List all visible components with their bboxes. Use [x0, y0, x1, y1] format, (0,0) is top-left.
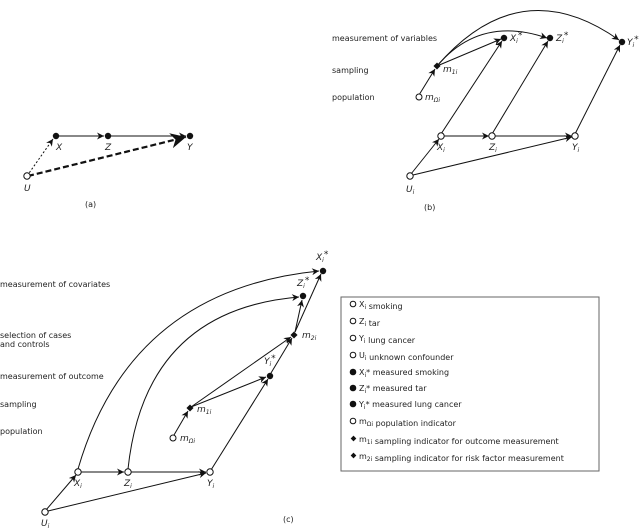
legend-item — [351, 435, 559, 446]
label-u: U — [24, 184, 31, 194]
node-u — [42, 509, 48, 515]
caption-a: (a) — [85, 200, 97, 209]
label-ys: $Y_i*$ — [627, 35, 639, 49]
node-zs — [300, 293, 306, 299]
label-u: $U_i$ — [406, 185, 415, 196]
legend-label: $X_i$ smoking — [359, 300, 403, 311]
legend — [341, 297, 599, 471]
node-z — [105, 133, 111, 139]
level-sampling: sampling — [332, 66, 369, 75]
filled-circle-icon — [350, 401, 356, 407]
level-outcome: measurement of outcome — [0, 372, 104, 381]
node-zs — [547, 35, 553, 41]
label-u: $U_i$ — [41, 519, 50, 530]
legend-label: $Y_i$ lung cancer — [359, 334, 416, 345]
edge-m0-m1 — [174, 411, 188, 435]
label-x: X — [56, 143, 63, 153]
legend-label: $X_i*$ measured smoking — [359, 368, 450, 379]
label-x: $X_i$ — [74, 479, 82, 490]
node-x — [53, 133, 59, 139]
node-x — [438, 133, 444, 139]
label-zs: $Z_i*$ — [297, 276, 310, 290]
legend-label: $Z_i$ tar — [359, 317, 381, 328]
node-y — [572, 133, 578, 139]
edge-u-x — [46, 475, 76, 510]
legend-label: $U_i$ unknown confounder — [359, 351, 454, 362]
edge-u-x — [411, 139, 439, 174]
node-x — [75, 469, 81, 475]
edge-m2-zs — [295, 300, 302, 332]
label-z: $Z_i$ — [489, 143, 497, 154]
node-z — [125, 469, 131, 475]
label-m1: $m_{1i}$ — [443, 65, 458, 76]
label-z: Z — [105, 143, 112, 153]
level-population: population — [332, 93, 375, 102]
label-m0: $m_{\Omega i}$ — [425, 93, 441, 104]
label-xs: $X_i*$ — [510, 31, 523, 45]
node-y — [207, 469, 213, 475]
panel-c — [0, 250, 329, 530]
panel-b — [332, 10, 639, 212]
node-xs — [320, 268, 326, 274]
node-ys — [619, 39, 625, 45]
open-circle-icon — [350, 352, 356, 358]
edge-m1-ys — [191, 377, 266, 407]
open-circle-icon — [350, 418, 356, 424]
node-u — [407, 173, 413, 179]
edge-z-zs — [492, 41, 548, 134]
edge-m1-ys — [437, 10, 619, 66]
legend-label: $m_{\Omega i}$ population indicator — [359, 417, 456, 428]
level-covariates: measurement of covariates — [0, 280, 111, 289]
node-y — [187, 133, 193, 139]
filled-circle-icon — [350, 369, 356, 375]
edge-y-ys — [575, 45, 620, 134]
open-circle-icon — [350, 301, 356, 307]
caption-c: (c) — [283, 515, 294, 524]
node-m0 — [416, 94, 422, 100]
legend-label: $m_{2i}$ sampling indicator for risk factor measurement — [359, 452, 564, 463]
level-population: population — [0, 427, 43, 436]
level-sampling: sampling — [0, 400, 37, 409]
label-y: $Y_i$ — [207, 479, 215, 490]
node-u — [24, 173, 30, 179]
node-m0 — [170, 435, 176, 441]
edge-x-xs — [441, 41, 502, 134]
level-measurement: measurement of variables — [332, 34, 438, 43]
edge-m1-xs — [437, 39, 501, 66]
legend-item — [350, 417, 456, 428]
label-xs: $X_i*$ — [316, 250, 329, 264]
legend-label: $Z_i*$ measured tar — [359, 384, 427, 395]
node-xs — [501, 35, 507, 41]
label-z: $Z_i$ — [124, 479, 132, 490]
node-z — [489, 133, 495, 139]
edge-m0-m1 — [419, 69, 435, 95]
filled-circle-icon — [350, 385, 356, 391]
level-selection: selection of cases — [0, 331, 72, 340]
legend-item — [350, 351, 454, 362]
label-ys: $Y_i*$ — [264, 354, 276, 368]
edge-m1-m2 — [191, 337, 291, 407]
label-y: $Y_i$ — [572, 143, 580, 154]
label-zs: $Z_i*$ — [556, 31, 569, 45]
label-m0: $m_{\Omega i}$ — [180, 434, 196, 445]
panel-a — [24, 133, 194, 209]
label-x: $X_i$ — [437, 143, 445, 154]
edge-x-xs — [78, 271, 319, 469]
caption-b: (b) — [424, 203, 436, 212]
legend-label: $Y_i*$ measured lung cancer — [359, 400, 462, 411]
node-m2 — [290, 331, 297, 338]
legend-label: $m_{1i}$ sampling indicator for outcome measurement — [359, 435, 559, 446]
legend-item — [351, 452, 564, 463]
label-m1: $m_{1i}$ — [197, 405, 212, 416]
open-circle-icon — [350, 335, 356, 341]
level-selection-2: and controls — [0, 340, 50, 349]
node-ys — [267, 373, 273, 379]
open-circle-icon — [350, 318, 356, 324]
label-m2: $m_{2i}$ — [302, 331, 317, 342]
edge-y-ys — [211, 379, 268, 470]
label-y: Y — [187, 143, 193, 153]
edge-z-zs — [128, 297, 299, 469]
